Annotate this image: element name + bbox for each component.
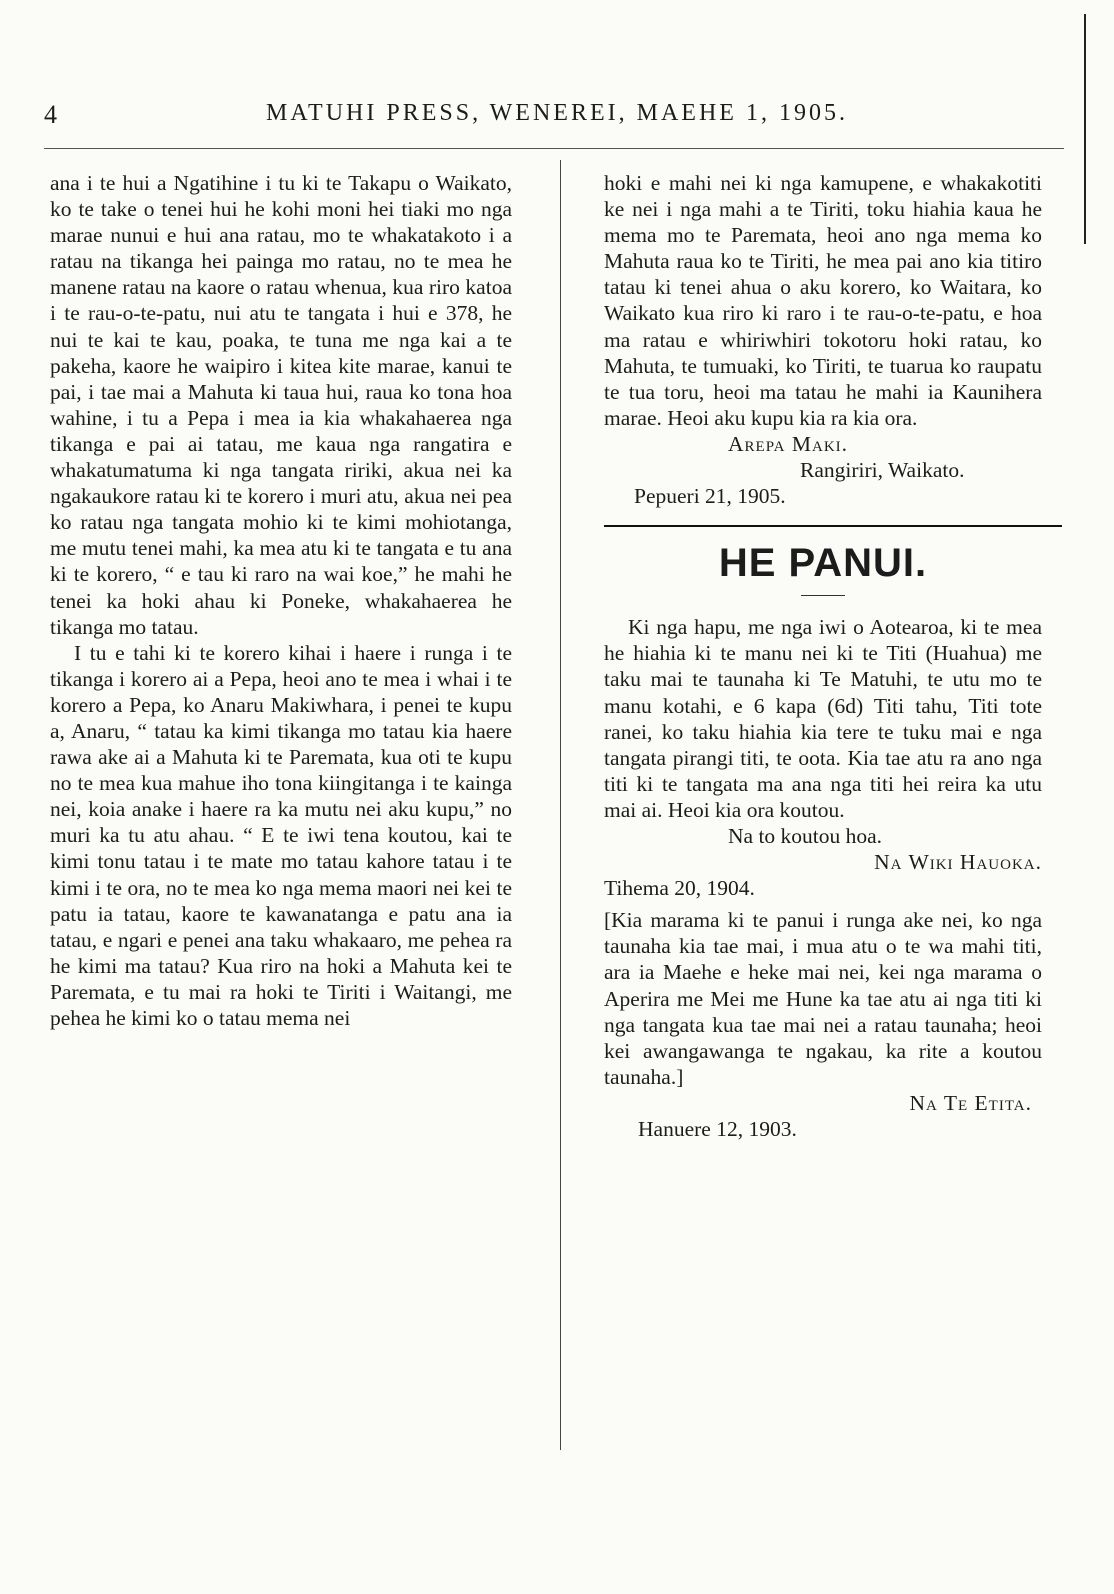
right-edge-rule <box>1084 14 1086 244</box>
letter-continuation: hoki e mahi nei ki nga kamupene, e whakakotiti ke nei i nga mahi a te Tiriti, toku hiahia kaua he mema mo te Paremata, heoi ano nga mema ko Mahuta raua ko te Tiriti, he mea pai ano kia titiro tatau ki tenei ahua o aku korero, ko Waitara, ko Waikato kua riro ki raro i te rau-o-te-patu, e hoa ma ratau e whiriwhiri tokotoru hoki ratau, ko Mahuta, te tumuaki, ko Tiriti, te tuarua ko raupatu te tua toru, heoi ma tatau he mahi ia Kaunihera marae. Heoi aku kupu kia ra kia ora. <box>604 171 1042 430</box>
running-head: MATUHI PRESS, WENEREI, MAEHE 1, 1905. <box>266 100 848 126</box>
letter-place: Rangiriri, Waikato. <box>800 458 965 483</box>
header-rule <box>44 148 1064 149</box>
notice-body: Ki nga hapu, me nga iwi o Aotearoa, ki te mea he hiahia ki te manu nei ki te Titi (Huahua) me taku mai te taunaha ki Te Matuhi, te utu mo te manu kotahi, e 6 kapa (6d) Titi tahu, Titi tote ranei, ko taku hiahia kia tere te tuku mai e nga tangata pirangi titi, te oota. Kia tae atu ra ano nga titi ki te tangata ma ana nga titi hei reira ka utu mai ai. Heoi kia ora koutou. <box>604 615 1042 822</box>
column-rule <box>560 160 561 1450</box>
page-number: 4 <box>44 100 57 129</box>
short-rule <box>801 595 845 596</box>
notice-signature: Na Wiki Hauoka. <box>874 850 1042 875</box>
editor-note: [Kia marama ki te panui i runga ake nei, ko nga taunaha kia tae mai, i mua atu o te wa mahi titi, ara ia Maehe e heke mai nei, kei nga marama o Aperira me Mei me Hune ka tae atu ai nga titi ki nga tangata kua tae mai nei a ratau taunaha; heoi kei awangawanga te ngakau, ka rite a koutou taunaha.] <box>604 908 1042 1089</box>
section-rule <box>604 525 1062 527</box>
letter-date: Pepueri 21, 1905. <box>634 484 786 509</box>
editor-date: Hanuere 12, 1903. <box>638 1117 797 1141</box>
notice-closing: Na to koutou hoa. <box>728 823 883 848</box>
left-column <box>50 170 512 1031</box>
notice-date: Tihema 20, 1904. <box>604 876 755 901</box>
editor-signature: Na Te Etita. <box>909 1090 1032 1115</box>
left-paragraph-1: ana i te hui a Ngatihine i tu ki te Takapu o Waikato, ko te take o tenei hui he kohi moni hei tiaki mo nga marae nunui e hui ana ratau, mo te whakatakoto i a ratau na tikanga hei painga mo ratau, no te mea he manene ratau na kaore o ratau whenua, kua riro katoa i te rau-o-te-patu, nui atu te tangata i hui e 378, he nui te kai te kau, poaka, te tuna me nga kai a te pakeha, kaore he waipiro i kitea kite marae, kanui te pai, i tae mai a Mahuta ki taua hui, raua ko tona hoa wahine, i tu a Pepa i mea ia kia whakahaerea nga tikanga e pai ai tatau, me kaua nga rangatira e whakatumatuma ki nga tangata ririki, akua nei ka ngakaukore ratau ki te korero i muri atu, akua nei pea ko ratau nga tangata mohio ki te kimi mohiotanga, me mutu tenei mahi, ka mea atu ki te tangata e tu ana ki te korero, “ e tau ki raro na wai koe,” he mahi he tenei ka hoki ahau ki Poneke, whakahaerea he tikanga mo tatau. <box>50 171 512 639</box>
left-paragraph-2: I tu e tahi ki te korero kihai i haere i runga i te tikanga i korero ai a Pepa, heoi ano te mea i whai i te korero a Pepa, ko Anaru Makiwhara, i penei te kupu a, Anaru, “ tatau ka kimi tikanga mo tatau kia haere rawa ake ai a Mahuta ki te Paremata, kua oti te kupu no te mea kua mahue iho tona kiingitanga i te kainga nei, koia anake i haere ra ka mutu nei aku kupu,” no muri ka tu atu ahau. “ E te iwi tena koutou, kai te kimi tonu tatau i te mate mo tatau kahore tatau i te kimi i te ora, no te mea ko nga mema maori nei kei te patu ia tatau, kaore te kawanatanga e patu ana ia tatau, e ngari e penei ana taku whakaaro, me pehea ra he kimi ma tatau? Kua riro na hoki a Mahuta kei te Paremata, e tu mai ra hoki te Tiriti i Waitangi, me pehea he kimi ko o tatau mema nei <box>50 640 512 1030</box>
right-column <box>604 170 1042 1142</box>
letter-signature: Arepa Maki. <box>728 431 849 456</box>
notice-heading: HE PANUI. <box>718 541 928 586</box>
